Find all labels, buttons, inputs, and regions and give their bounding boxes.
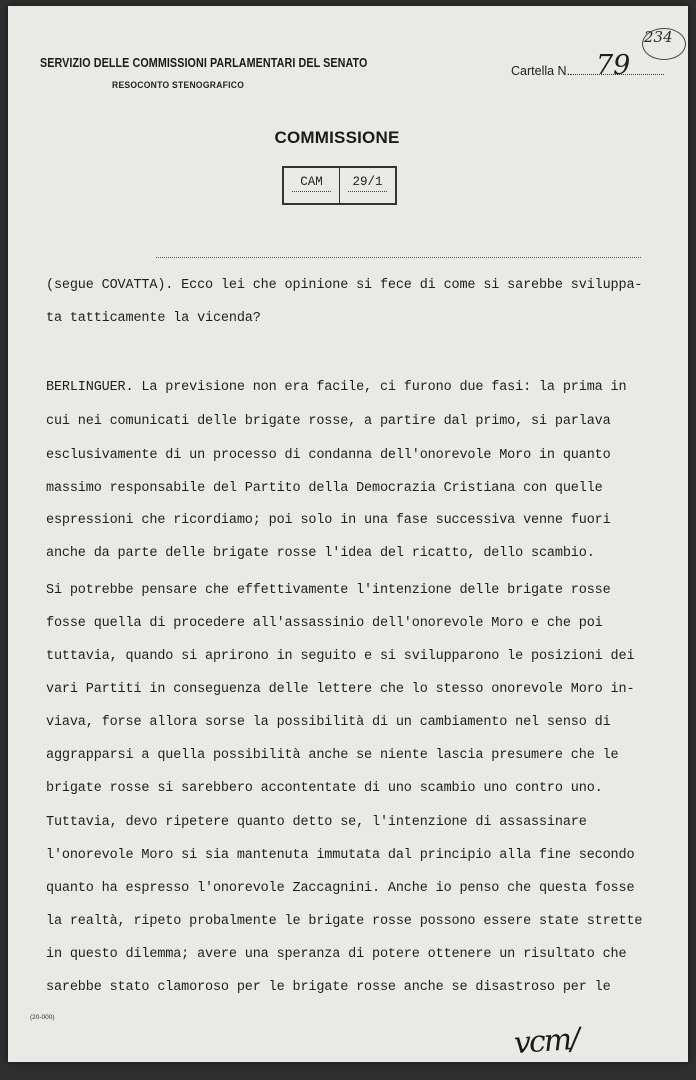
text-line: quanto ha espresso l'onorevole Zaccagnini. Anche io penso che questa fosse xyxy=(46,881,635,896)
text-line: massimo responsabile del Partito della Democrazia Cristiana con quelle xyxy=(46,481,603,496)
session-number-cell xyxy=(339,168,395,203)
session-code: CAM xyxy=(300,175,323,189)
text-line: cui nei comunicati delle brigate rosse, a partire dal primo, si parlava xyxy=(46,414,611,429)
text-line: tuttavia, quando si aprirono in seguito e si svilupparono le posizioni dei xyxy=(46,649,635,664)
footer-code: (20-000) xyxy=(30,1014,55,1021)
organization-title: SERVIZIO DELLE COMMISSIONI PARLAMENTARI DEL SENATO xyxy=(40,56,368,70)
text-line: brigate rosse si sarebbero accontentate di uno scambio uno contro uno. xyxy=(46,781,603,796)
session-number: 29/1 xyxy=(352,175,383,189)
cartella-number: 79 xyxy=(596,50,631,81)
document-page xyxy=(8,6,688,1062)
text-line: BERLINGUER. La previsione non era facile, ci furono due fasi: la prima in xyxy=(46,380,627,395)
session-code-cell xyxy=(284,168,339,203)
cartella-label: Cartella N. xyxy=(511,64,571,78)
handwritten-signature: vcm/ xyxy=(512,1021,580,1062)
header-block xyxy=(40,56,421,91)
text-line: in questo dilemma; avere una speranza di potere ottenere un risultato che xyxy=(46,947,627,962)
text-line: aggrapparsi a quella possibilità anche se niente lascia presumere che le xyxy=(46,748,619,763)
report-subtitle: RESOCONTO STENOGRAFICO xyxy=(112,80,245,91)
text-line: Si potrebbe pensare che effettivamente l'intenzione delle brigate rosse xyxy=(46,583,611,598)
text-line: ta tatticamente la vicenda? xyxy=(46,311,261,326)
text-line: (segue COVATTA). Ecco lei che opinione si fece di come si sarebbe sviluppa- xyxy=(46,278,643,293)
separator-dotted-line xyxy=(156,257,641,258)
text-line: sarebbe stato clamoroso per le brigate rosse anche se disastroso per le xyxy=(46,980,611,995)
text-line: esclusivamente di un processo di condanna dell'onorevole Moro in quanto xyxy=(46,448,611,463)
cartella-field xyxy=(511,62,664,78)
text-line: fosse quella di procedere all'assassinio dell'onorevole Moro e che poi xyxy=(46,616,603,631)
text-line: Tuttavia, devo ripetere quanto detto se, l'intenzione di assassinare xyxy=(46,815,587,830)
commission-title: COMMISSIONE xyxy=(274,128,400,147)
text-line: espressioni che ricordiamo; poi solo in una fase successiva venne fuori xyxy=(46,513,611,528)
text-line: anche da parte delle brigate rosse l'idea del ricatto, dello scambio. xyxy=(46,546,595,561)
page-number: 234 xyxy=(644,28,673,46)
text-line: l'onorevole Moro si sia mantenuta immutata dal principio alla fine secondo xyxy=(46,848,635,863)
text-line: viava, forse allora sorse la possibilità di un cambiamento nel senso di xyxy=(46,715,611,730)
text-line: vari Partiti in conseguenza delle lettere che lo stesso onorevole Moro in- xyxy=(46,682,635,697)
session-box xyxy=(282,166,397,205)
text-line: la realtà, ripeto probalmente le brigate rosse possono essere state strette xyxy=(46,914,643,929)
